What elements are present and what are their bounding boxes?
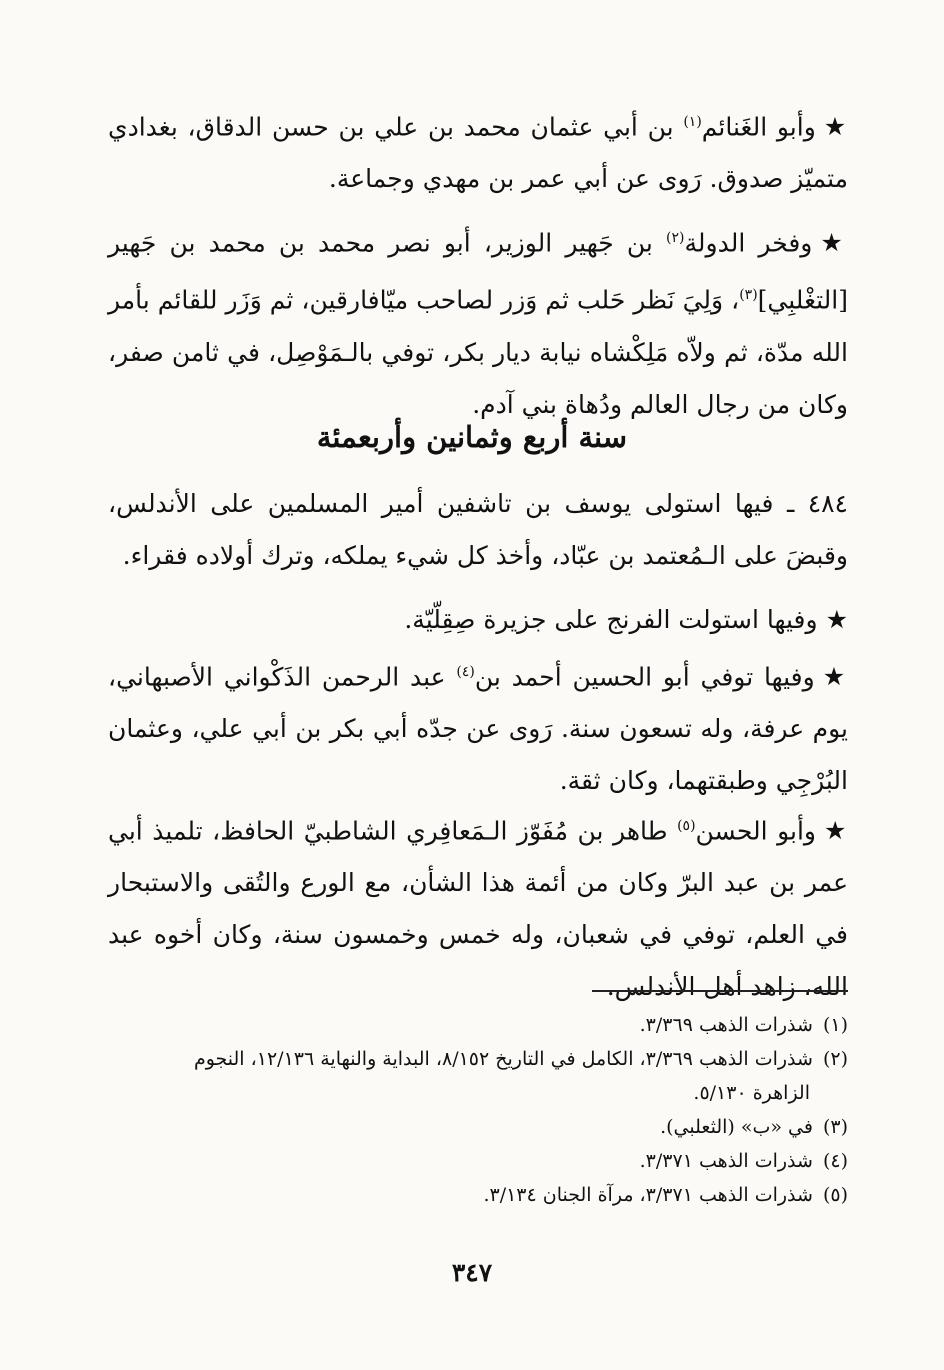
entry-text: بن جَهير الوزير، أبو نصر محمد بن محمد بن جَهير [التغْلبِي] [108, 228, 848, 315]
footnote-ref: (٤) [456, 664, 475, 680]
footnote-text: في «ب» (الثعلبي). [660, 1116, 813, 1138]
footnote-number: (٤) [822, 1150, 848, 1172]
entry-lead: وفيها توفي أبو الحسين أحمد بن [474, 662, 815, 692]
footnote-number: (٣) [822, 1116, 848, 1138]
entry-abu-alhusayn [108, 646, 848, 807]
entry-lead: وأبو الغَنائم [701, 112, 816, 142]
footnote-4 [108, 1144, 848, 1178]
footnote-ref: (٥) [677, 818, 696, 834]
footnote-ref: (٢) [666, 230, 685, 246]
footnote-number: (٢) [822, 1048, 848, 1070]
footnotes [108, 1008, 848, 1212]
footnote-1 [108, 1008, 848, 1042]
footnote-ref: (٣) [739, 287, 758, 304]
entry-fakhr-aldawla [108, 212, 848, 431]
entry-text: بن أبي عثمان محمد بن علي بن حسن الدقاق، بغدادي متميّز صدوق. رَوى عن أبي عمر بن مهدي وجماعة. [108, 112, 848, 194]
star-icon: ★ [823, 112, 848, 142]
star-icon: ★ [820, 228, 848, 258]
footnote-number: (١) [822, 1014, 848, 1036]
footnote-text: شذرات الذهب ٣/٣٧١، مرآة الجنان ٣/١٣٤. [483, 1184, 813, 1206]
footnote-ref: (١) [683, 114, 702, 130]
star-icon: ★ [824, 816, 849, 846]
entry-text: عبد الرحمن الذَكْواني الأصبهاني، يوم عرفة، وله تسعون سنة. رَوى عن جدّه أبي بكر بن أبي علي، وعثمان البُرْجِي وطبقتهما، وكان ثقة. [108, 662, 848, 796]
entry-lead: وأبو الحسن [695, 816, 816, 846]
entry-abu-alghanaim [108, 96, 848, 205]
footnote-text: شذرات الذهب ٣/٣٧١. [639, 1150, 813, 1172]
footnote-5 [108, 1178, 848, 1212]
footnote-3 [108, 1110, 848, 1144]
footnote-text: شذرات الذهب ٣/٣٦٩، الكامل في التاريخ ٨/١٥٢، البداية والنهاية ١٢/١٣٦، النجوم [193, 1048, 813, 1070]
entry-text: ٤٨٤ ـ فيها استولى يوسف بن تاشفين أمير المسلمين على الأندلس، وقبضَ على الـمُعتمد بن عبّاد، وأخذ كل شيء يملكه، وترك أولاده فقراء. [108, 489, 848, 570]
footnote-number: (٥) [822, 1184, 848, 1206]
star-icon: ★ [822, 662, 849, 692]
entry-lead: وفخر الدولة [684, 228, 813, 258]
year-heading: سنة أربع وثمانين وأربعمئة [316, 420, 628, 454]
star-icon: ★ [825, 605, 848, 634]
entry-text: طاهر بن مُفَوّز الـمَعافِري الشاطبيّ الحافظ، تلميذ أبي عمر بن عبد البرّ وكان من أئمة هذا الشأن، مع الورع والتُقى والاستبحار في العلم، توفي في شعبان، وله خمس وخمسون سنة، وكان أخوه عبد الله، زاهد أهل الأندلس. [108, 816, 848, 1002]
entry-text: وفيها استولت الفرنج على جزيرة صِقِلّيّة. [404, 605, 818, 634]
entry-sicily [108, 594, 848, 646]
entry-abu-alhasan [108, 800, 848, 1013]
entry-year-484 [108, 478, 848, 582]
footnote-2 [108, 1042, 848, 1076]
page-number: ٣٤٧ [451, 1258, 493, 1287]
footnote-divider [592, 990, 848, 992]
entry-text: ، وَلِيَ نَظر حَلب ثم وَزر لصاحب ميّافارقين، ثم وَزَر للقائم بأمر الله مدّة، ثم ولاّه مَلِكْشاه نيابة ديار بكر، توفي بالـمَوْصِل، في ثامن صفر، وكان من رجال العالم ودُهاة بني آدم. [108, 285, 848, 419]
footnote-text: شذرات الذهب ٣/٣٦٩. [639, 1014, 813, 1036]
footnote-2-continued: الزاهرة ٥/١٣٠. [693, 1082, 810, 1104]
